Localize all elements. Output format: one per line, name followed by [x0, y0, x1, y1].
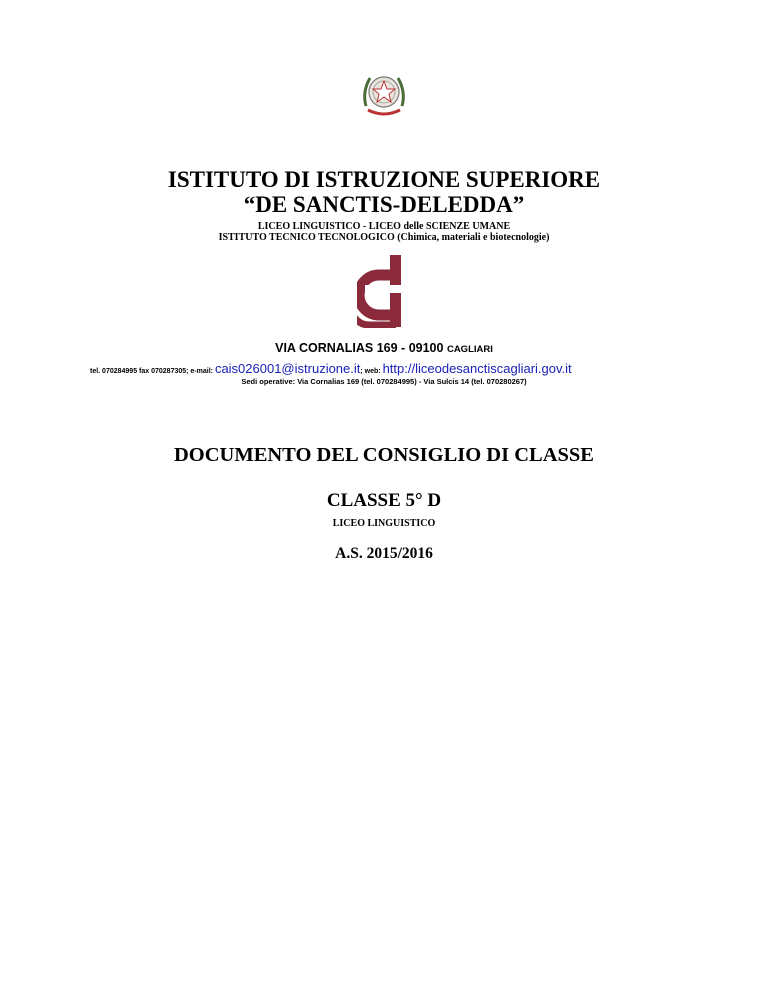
city: CAGLIARI	[446, 344, 493, 355]
document-title: DOCUMENTO DEL CONSIGLIO DI CLASSE	[174, 444, 594, 466]
contact-line	[90, 361, 690, 376]
school-year: A.S. 2015/2016	[335, 545, 433, 562]
web-label: ; web:	[360, 368, 381, 375]
track-label: LICEO LINGUISTICO	[332, 518, 436, 529]
address-line	[0, 341, 768, 355]
phone-fax-label: tel. 070284995 fax 070287305; e-mail:	[90, 368, 213, 375]
email-link[interactable]: cais026001@istruzione.it	[214, 361, 361, 376]
institute-subtitle-tecnico: ISTITUTO TECNICO TECNOLOGICO (Chimica, materiali e biotecnologie)	[218, 232, 550, 243]
school-logo	[357, 255, 411, 328]
street-address: VIA CORNALIAS 169 - 09100	[275, 341, 444, 355]
italian-republic-emblem	[356, 66, 412, 122]
website-link[interactable]: http://liceodesanctiscagliari.gov.it	[382, 361, 572, 376]
operating-sites: Sedi operative: Via Cornalias 169 (tel. 070284995) - Via Sulcis 14 (tel. 070280267)	[241, 377, 527, 386]
institute-name: “DE SANCTIS-DELEDDA”	[243, 192, 525, 217]
institute-subtitle-licei: LICEO LINGUISTICO - LICEO delle SCIENZE UMANE	[257, 221, 511, 232]
class-label: CLASSE 5° D	[326, 490, 442, 511]
institute-heading: ISTITUTO DI ISTRUZIONE SUPERIORE	[167, 167, 601, 192]
